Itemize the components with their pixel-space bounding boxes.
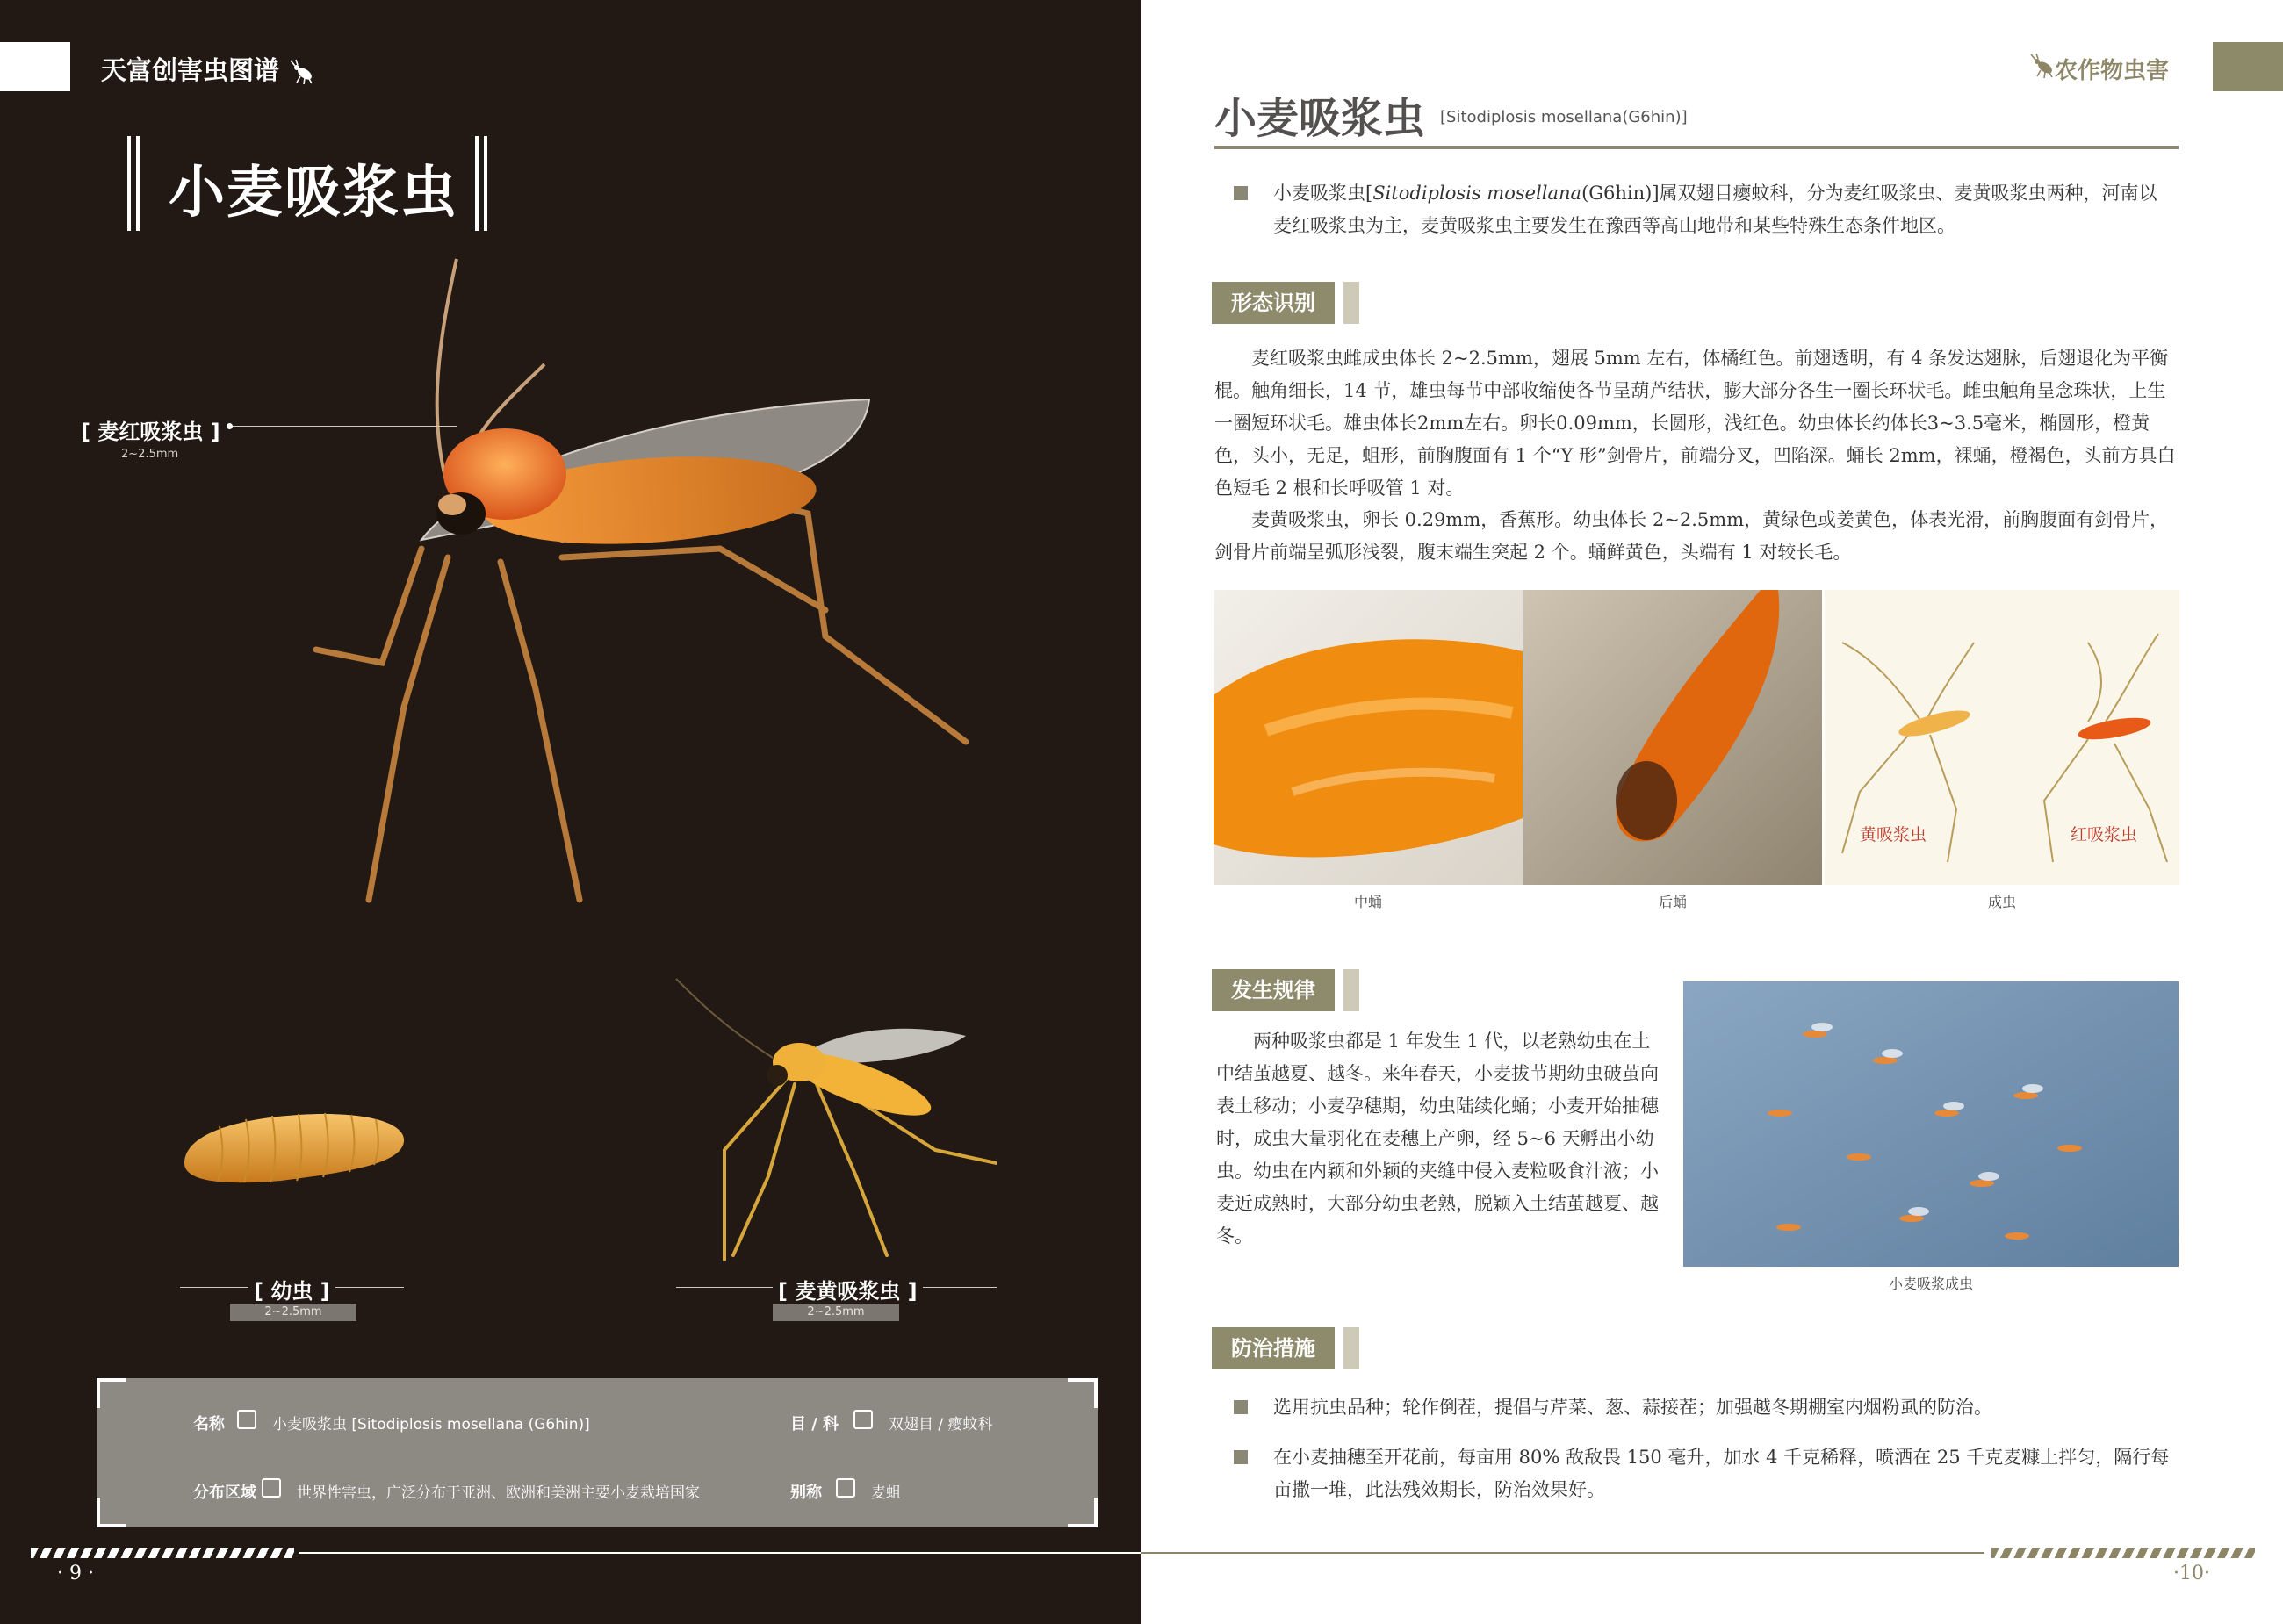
section-heading-occurrence: 发生规律 <box>1212 969 1335 1011</box>
intro-paragraph: 小麦吸浆虫[Sitodiplosis mosellana(G6hin)]属双翅目瘿蚊科，分为麦红吸浆虫、麦黄吸浆虫两种，河南以 麦红吸浆虫为主，麦黄吸浆虫主要发生在豫西等高山地带和某些特殊生态条件地区。 <box>1273 183 2157 236</box>
callout-yellow-midge: [ 麦黄吸浆虫 ] <box>773 1274 923 1304</box>
late-pupa-photo <box>1523 590 1822 885</box>
checkbox-icon <box>853 1410 873 1429</box>
morphology-paragraph-2: 麦黄吸浆虫，卵长 0.29mm，香蕉形。幼虫体长 2~2.5mm，黄绿色或姜黄色，体表光滑，前胸腹面有剑骨片，剑骨片前端呈弧形浅裂，腹末端生突起 2 个。蛹鲜黄色，头端有 1 对较长毛。 <box>1214 509 2169 563</box>
bullet-icon <box>1234 186 1248 200</box>
occurrence-paragraph: 两种吸浆虫都是 1 年发生 1 代，以老熟幼虫在土中结茧越夏、越冬。来年春天，小麦拔节期幼虫破茧向表土移动；小麦孕穗期，幼虫陆续化蛹；小麦开始抽穗时，成虫大量羽化在麦穗上产卵，经 5~6 天孵出小幼虫。幼虫在内颖和外颖的夹缝中侵入麦粒吸食汁液；小麦近成熟时，大部分幼虫老熟，脱颖入土结茧越夏、越冬。 <box>1216 1031 1659 1247</box>
drawing-label-red: 红吸浆虫 <box>2071 825 2138 844</box>
bug-icon <box>288 59 318 85</box>
info-name-key: 名称 <box>193 1415 225 1434</box>
control-item-2: 在小麦抽穗至开花前，每亩用 80% 敌敌畏 150 毫升，加水 4 千克稀释，喷洒在 25 千克麦糠上拌匀，隔行每亩撒一堆，此法残效期长，防治效果好。 <box>1273 1447 2170 1500</box>
callout-larva-size: 2~2.5mm <box>230 1304 356 1321</box>
footer-rule <box>299 1552 1142 1554</box>
page-number: ·10· <box>2173 1563 2210 1584</box>
latin-name: [Sitodiplosis mosellana(G6hin)] <box>1440 108 1688 126</box>
info-name-value: 小麦吸浆虫 [Sitodiplosis mosellana (G6hin)] <box>272 1416 590 1434</box>
info-alias-key: 别称 <box>790 1484 822 1502</box>
checkbox-icon <box>262 1478 281 1498</box>
checkbox-icon <box>237 1410 256 1429</box>
page-title: 小麦吸浆虫 <box>169 161 458 226</box>
bullet-icon <box>1234 1400 1248 1414</box>
adult-midges-caption: 小麦吸浆成虫 <box>1888 1275 1973 1292</box>
info-distribution-value: 世界性害虫，广泛分布于亚洲、欧洲和美洲主要小麦栽培国家 <box>297 1484 700 1502</box>
title-rule <box>1214 146 2179 149</box>
drawing-label-yellow: 黄吸浆虫 <box>1860 825 1927 844</box>
footer-stripes <box>1991 1548 2255 1558</box>
red-midge-illustration <box>299 250 1001 935</box>
callout-yellow-midge-size: 2~2.5mm <box>773 1304 899 1321</box>
callout-red-midge: [ 麦红吸浆虫 ] <box>81 420 220 444</box>
photo-caption-middle-pupa: 中蛹 <box>1353 894 1382 910</box>
page-tab <box>0 42 70 91</box>
larva-illustration <box>176 1102 413 1189</box>
brand-text: 天富创害虫图谱 <box>101 55 280 85</box>
section-heading-control: 防治措施 <box>1212 1327 1335 1369</box>
morphology-paragraph-1: 麦红吸浆虫雌成虫体长 2~2.5mm，翅展 5mm 左右，体橘红色。前翅透明，有 4 条发达翅脉，后翅退化为平衡棍。触角细长，14 节，雄虫每节中部收缩使各节呈葫芦结状，膨大部分各生一圈长环状毛。雌虫触角呈念珠状，上生一圈短环状毛。雄虫体长2mm左右。卵长0.09mm，长圆形，浅红色。幼虫体长约体长3~3.5毫米，椭圆形，橙黄色，头小，无足，蛆形，前胸腹面有 1 个“Y 形”剑骨片，前端分叉，凹陷深。蛹长 2mm，裸蛹，橙褐色，头前方具白色短毛 2 根和长呼吸管 1 对。 <box>1214 348 2176 499</box>
page-number: · 9 · <box>57 1563 94 1584</box>
adult-drawing <box>1825 590 2179 885</box>
section-heading-morphology: 形态识别 <box>1212 282 1335 324</box>
category-label: 农作物虫害 <box>2055 58 2170 84</box>
control-item-1: 选用抗虫品种；轮作倒茬，提倡与芹菜、葱、蒜接茬；加强越冬期棚室内烟粉虱的防治。 <box>1273 1397 1992 1418</box>
info-order-key: 目 / 科 <box>790 1415 839 1434</box>
info-card <box>97 1378 1098 1527</box>
info-order-value: 双翅目 / 瘿蚊科 <box>889 1416 993 1434</box>
photo-caption-late-pupa: 后蛹 <box>1658 894 1687 910</box>
checkbox-icon <box>836 1478 855 1498</box>
info-alias-value: 麦蛆 <box>871 1484 901 1502</box>
bullet-icon <box>1234 1450 1248 1464</box>
section-title: 小麦吸浆虫 <box>1214 94 1426 143</box>
info-distribution-key: 分布区域 <box>193 1484 256 1502</box>
yellow-midge-illustration <box>672 974 997 1264</box>
photo-caption-adult: 成虫 <box>1987 894 2016 910</box>
callout-larva: [ 幼虫 ] <box>248 1274 335 1304</box>
brand-title <box>101 51 318 87</box>
middle-pupa-photo <box>1214 590 1523 885</box>
bug-icon <box>2028 53 2058 83</box>
callout-red-midge-size: 2~2.5mm <box>121 448 179 461</box>
page-tab <box>2213 42 2283 91</box>
footer-rule <box>1142 1552 1984 1554</box>
footer-stripes <box>31 1548 294 1558</box>
adult-midges-photo <box>1683 981 2179 1267</box>
